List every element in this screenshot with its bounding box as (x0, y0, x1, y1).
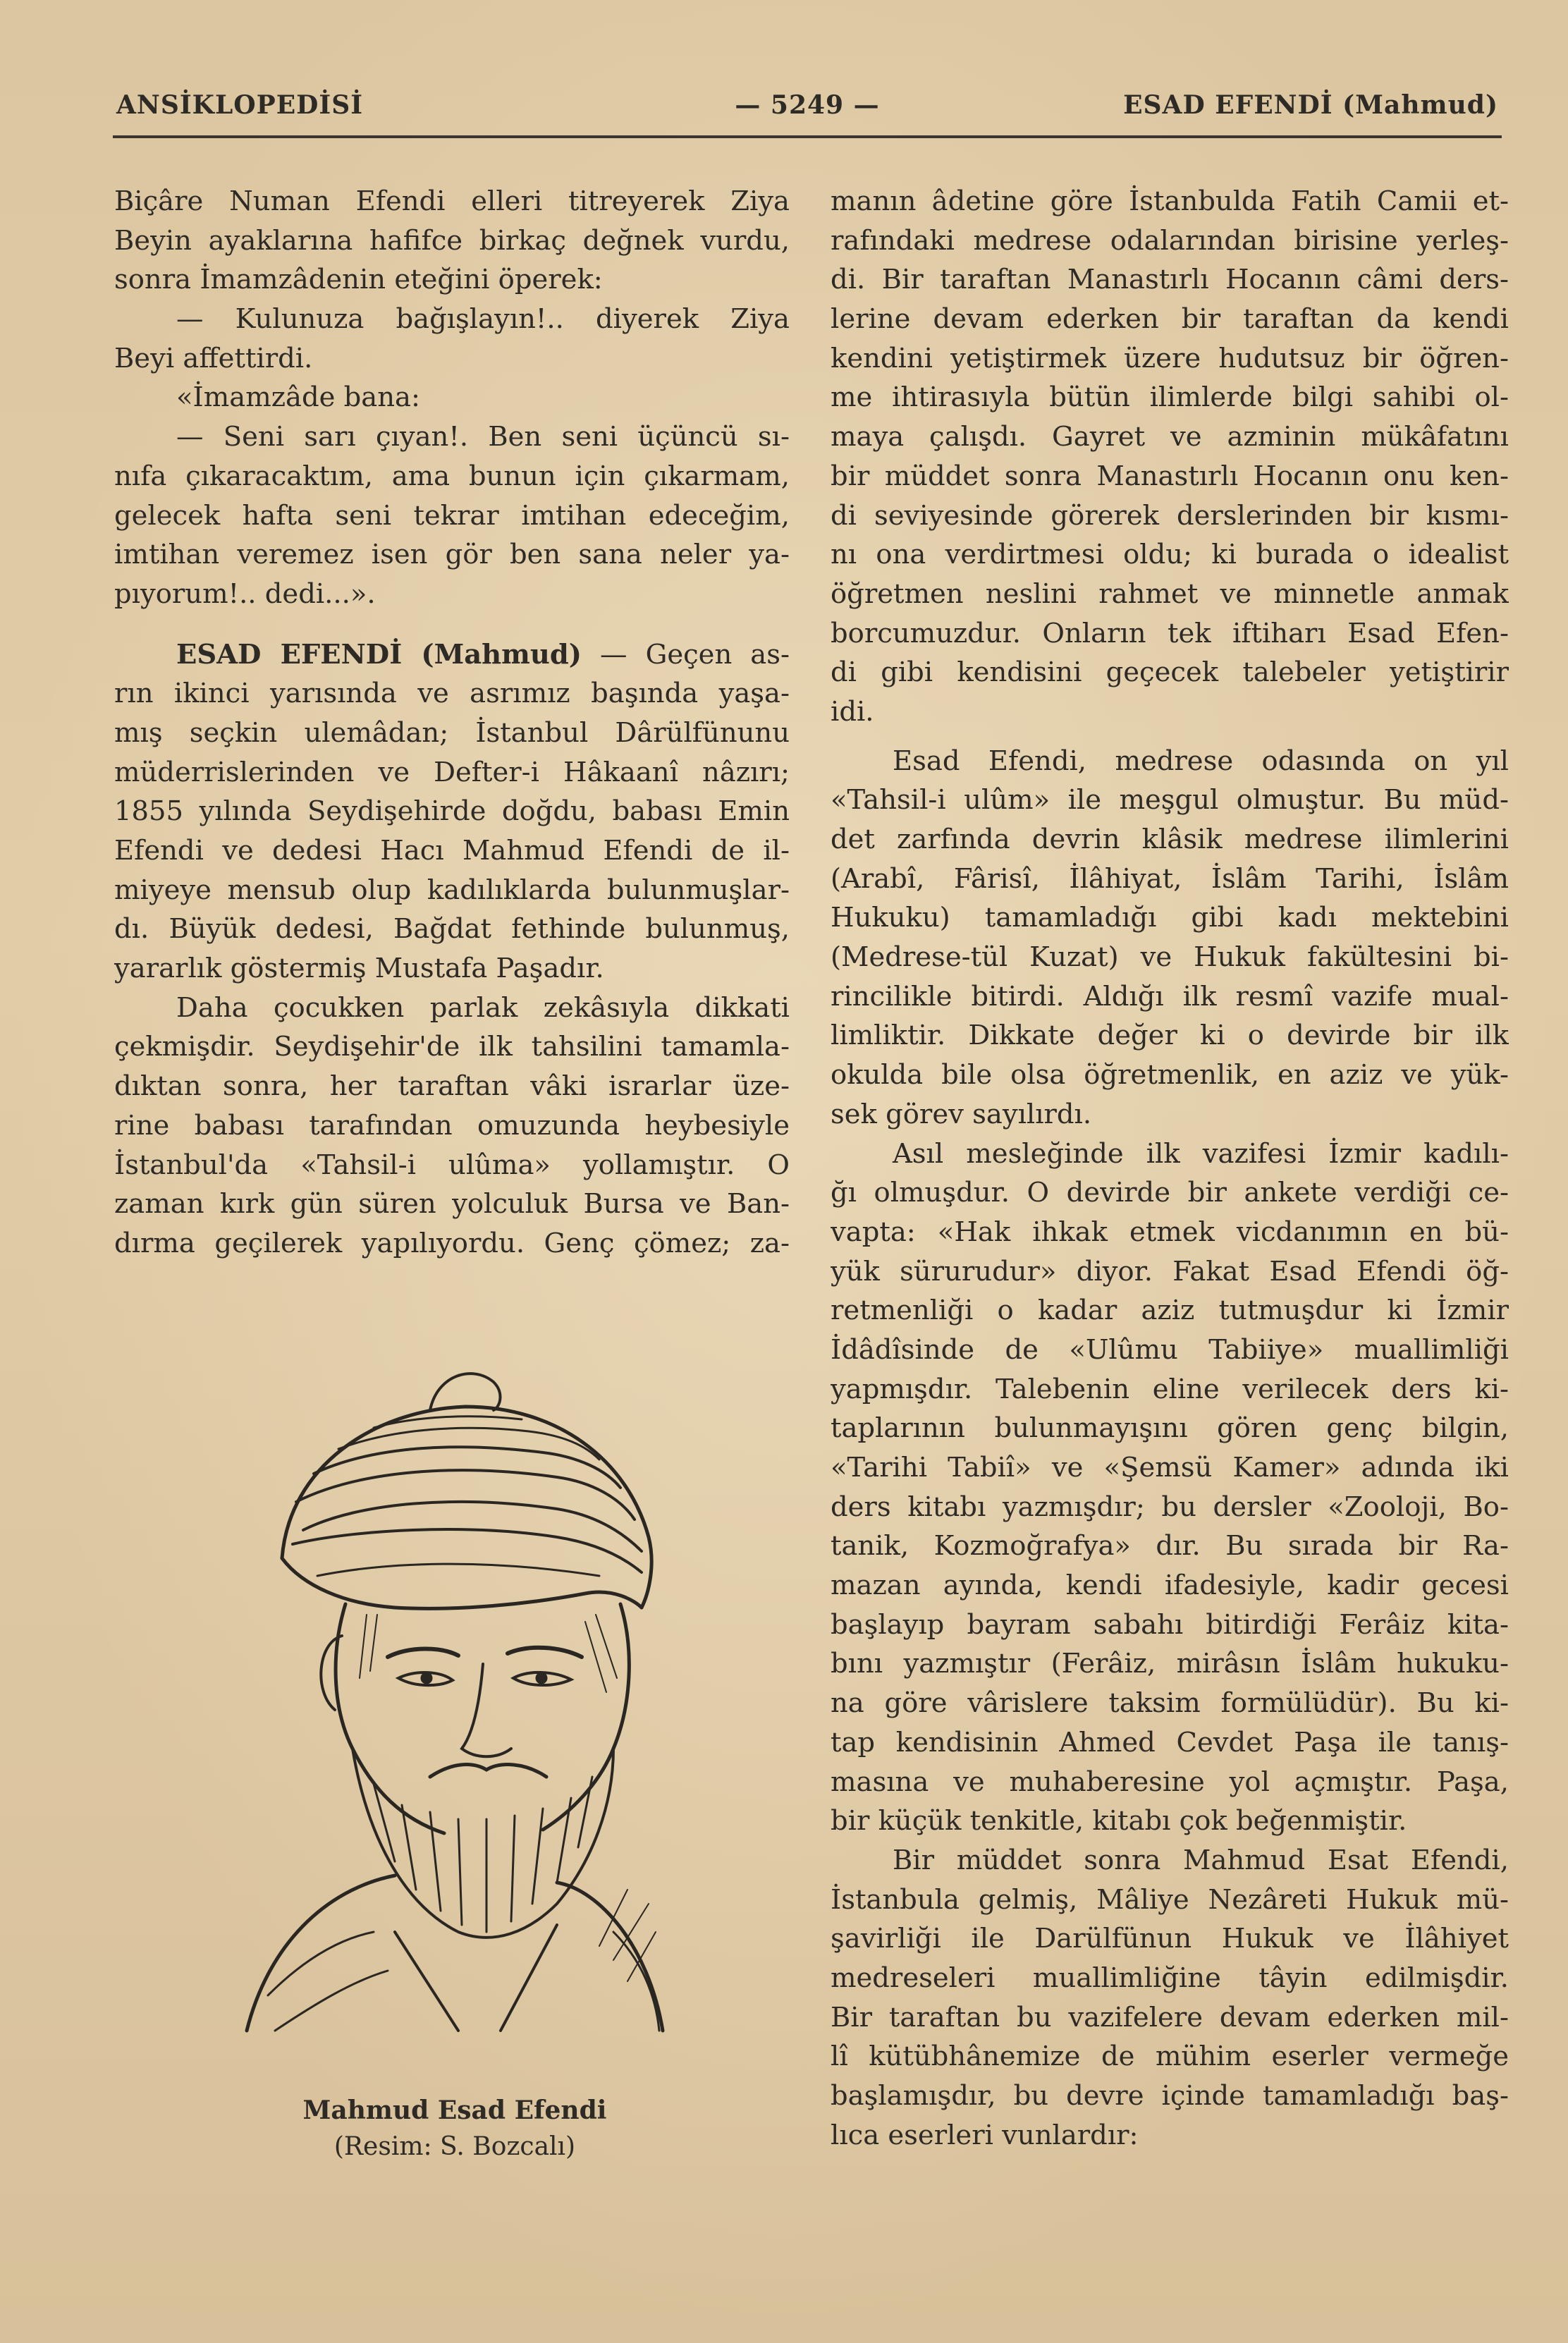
text-line: Bir taraftan bu vazifelere devam ederken mil- (831, 2001, 1509, 2033)
portrait-caption-credit: (Resim: S. Bozcalı) (333, 2132, 576, 2161)
text-line: Biçâre Numan Efendi elleri titreyerek Ziya (114, 185, 790, 217)
text-line: lerine devam ederken bir taraftan da kendi (831, 303, 1509, 336)
text-line: İdâdîsinde de «Ulûmu Tabiiye» muallimliği (831, 1333, 1509, 1366)
text-line: — Kulunuza bağışlayın!.. diyerek Ziya (176, 303, 790, 336)
text-line: öğretmen neslini rahmet ve minnetle anmak (831, 577, 1509, 610)
right-column (831, 182, 1509, 2155)
text-line: miyeye mensub olup kadılıklarda bulunmuşlar- (114, 874, 790, 906)
text-line: mazan ayında, kendi ifadesiyle, kadir gecesi (831, 1570, 1509, 1602)
text-line: müderrislerinden ve Defter-i Hâkaanî nâzırı; (114, 756, 790, 788)
header-entry-title: ESAD EFENDİ (Mahmud) (1123, 90, 1498, 120)
text-line: mış seçkin ulemâdan; İstanbul Dârülfünunu (114, 716, 790, 749)
text-line: «Tahsil-i ulûm» ile meşgul olmuştur. Bu müd- (831, 784, 1509, 816)
text-line: na göre vârislere taksim formülüdür). Bu ki- (831, 1687, 1509, 1720)
text-line: şavirliği ile Darülfünun Hukuk ve İlâhiyet (831, 1923, 1509, 1955)
text-line: İstanbula gelmiş, Mâliye Nezâreti Hukuk mü- (831, 1883, 1509, 1916)
text-line: bir küçük tenkitle, kitabı çok beğenmiştir. (831, 1805, 1407, 1837)
header-rule (113, 135, 1502, 138)
text-line: Efendi ve dedesi Hacı Mahmud Efendi de il- (114, 835, 790, 867)
text-line: Hukuku) tamamladığı gibi kadı mektebini (831, 902, 1509, 934)
text-line: taplarının bulunmayışını gören genç bilgin, (831, 1412, 1509, 1445)
text-line: rincilikle bitirdi. Aldığı ilk resmî vazife mual- (831, 980, 1509, 1013)
text-line: dıktan sonra, her taraftan vâki israrlar üze- (114, 1070, 790, 1103)
text-line: Bir müddet sonra Mahmud Esat Efendi, (893, 1844, 1509, 1876)
text-line: limliktir. Dikkate değer ki o devirde bir ilk (831, 1020, 1509, 1052)
text-line: manın âdetine göre İstanbulda Fatih Camii et- (831, 185, 1509, 217)
text-line: imtihan veremez isen gör ben sana neler ya- (114, 539, 790, 571)
left-column (114, 182, 790, 1264)
text-line: di seviyesinde görerek derslerinden bir kısmı- (831, 499, 1509, 532)
text-line: yük sürurudur» diyor. Fakat Esad Efendi öğ- (831, 1255, 1509, 1287)
text-line: gelecek hafta seni tekrar imtihan edeceğim, (114, 499, 790, 532)
text-line: sonra İmamzâdenin eteğini öperek: (114, 264, 603, 296)
text-line: di. Bir taraftan Manastırlı Hocanın câmi ders- (831, 264, 1509, 296)
running-header (116, 83, 1498, 126)
text-line: 1855 yılında Seydişehirde doğdu, babası Emin (114, 795, 790, 828)
text-line: çekmişdir. Seydişehir'de ilk tahsilini tamamla- (114, 1031, 790, 1063)
text-line: di gibi kendisini geçecek talebeler yetiştirir (831, 656, 1509, 689)
text-line: tap kendisinin Ahmed Cevdet Paşa ile tanış- (831, 1726, 1509, 1758)
text-line: Esad Efendi, medrese odasında on yıl (893, 745, 1509, 777)
entry-first-line: ESAD EFENDİ (Mahmud) — Geçen as- (176, 638, 790, 671)
header-publication: ANSİKLOPEDİSİ (116, 90, 364, 120)
text-line: — Seni sarı çıyan!. Ben seni üçüncü sı- (176, 421, 790, 453)
text-line: bını yazmıştır (Ferâiz, mirâsın İslâm hukuku- (831, 1648, 1509, 1680)
text-line: pıyorum!.. dedi...». (114, 577, 376, 610)
text-line: medreseleri muallimliğine tâyin edilmişdir. (831, 1962, 1509, 1994)
text-line: ğı olmuşdur. O devirde bir ankete verdiği ce- (831, 1177, 1509, 1209)
text-line: yapmışdır. Talebenin eline verilecek ders ki- (831, 1373, 1509, 1405)
text-line: maya çalışdı. Gayret ve azminin mükâfatını (831, 421, 1509, 453)
text-line: tanik, Kozmoğrafya» dır. Bu sırada bir Ra- (831, 1530, 1509, 1562)
portrait-caption-name: Mahmud Esad Efendi (302, 2096, 607, 2125)
text-line: det zarfında devrin klâsik medrese ilimlerini (831, 824, 1509, 855)
text-line: (Arabî, Fârisî, İlâhiyat, İslâm Tarihi, İslâm (831, 862, 1509, 895)
text-line: nı ona verdirtmesi oldu; ki burada o idealist (831, 539, 1509, 571)
page-number: — 5249 — (735, 90, 880, 120)
text-line: masına ve muhaberesine yol açmıştır. Paşa, (831, 1766, 1509, 1798)
text-line: İstanbul'da «Tahsil-i ulûma» yollamıştır. O (114, 1149, 790, 1181)
text-line: «İmamzâde bana: (176, 381, 420, 414)
text-line: Beyin ayaklarına hafifce birkaç değnek vurdu, (114, 224, 790, 257)
text-line: Beyi affettirdi. (114, 342, 313, 374)
text-line: okulda bile olsa öğretmenlik, en aziz ve yük- (831, 1059, 1509, 1091)
text-line: lıca eserleri vunlardır: (831, 2119, 1139, 2151)
text-line: lî kütübhânemize de mühim eserler vermeğe (831, 2041, 1509, 2073)
text-line: borcumuzdur. Onların tek iftiharı Esad Efen- (831, 617, 1509, 649)
text-line: kendini yetiştirmek üzere hudutsuz bir öğren- (831, 342, 1509, 374)
text-line: Asıl mesleğinde ilk vazifesi İzmir kadılı- (893, 1137, 1509, 1170)
text-line: başlayıp bayram sabahı bitirdiği Ferâiz kita- (831, 1608, 1509, 1641)
portrait-engraving (162, 1326, 747, 2073)
text-line: nıfa çıkaracaktım, ama bunun için çıkarmam, (114, 460, 790, 492)
text-line: dı. Büyük dedesi, Bağdat fethinde bulunmuş, (114, 913, 790, 946)
text-line: sek görev sayılırdı. (831, 1098, 1092, 1130)
text-line: ders kitabı yazmışdır; bu dersler «Zooloji, Bo- (831, 1491, 1509, 1523)
text-line: me ihtirasıyla bütün ilimlerde bilgi sahibi ol- (831, 381, 1509, 414)
text-line: bir müddet sonra Manastırlı Hocanın onu ken- (831, 460, 1509, 492)
text-line: zaman kırk gün süren yolculuk Bursa ve Ban- (114, 1188, 790, 1221)
text-line: retmenliği o kadar aziz tutmuşdur ki İzmir (831, 1295, 1509, 1327)
text-line: «Tarihi Tabiî» ve «Şemsü Kamer» adında iki (831, 1452, 1509, 1484)
text-line: dırma geçilerek yapılıyordu. Genç çömez; za- (114, 1227, 790, 1259)
text-line: Daha çocukken parlak zekâsıyla dikkati (176, 991, 790, 1024)
text-line: başlamışdır, bu devre içinde tamamladığı baş- (831, 2080, 1509, 2112)
text-line: rın ikinci yarısında ve asrımız başında yaşa- (114, 678, 790, 710)
text-line: rafındaki medrese odalarından birisine yerleş- (831, 224, 1509, 257)
text-line: vapta: «Hak ihkak etmek vicdanımın en bü- (831, 1216, 1509, 1248)
entry-heading: ESAD EFENDİ (Mahmud) (176, 638, 582, 671)
text-line: rine babası tarafından omuzunda heybesiyle (114, 1109, 790, 1142)
text-line: idi. (831, 695, 874, 728)
text-line: yararlık göstermiş Mustafa Paşadır. (114, 953, 604, 985)
text-line: (Medrese-tül Kuzat) ve Hukuk fakültesini bi- (831, 941, 1509, 974)
